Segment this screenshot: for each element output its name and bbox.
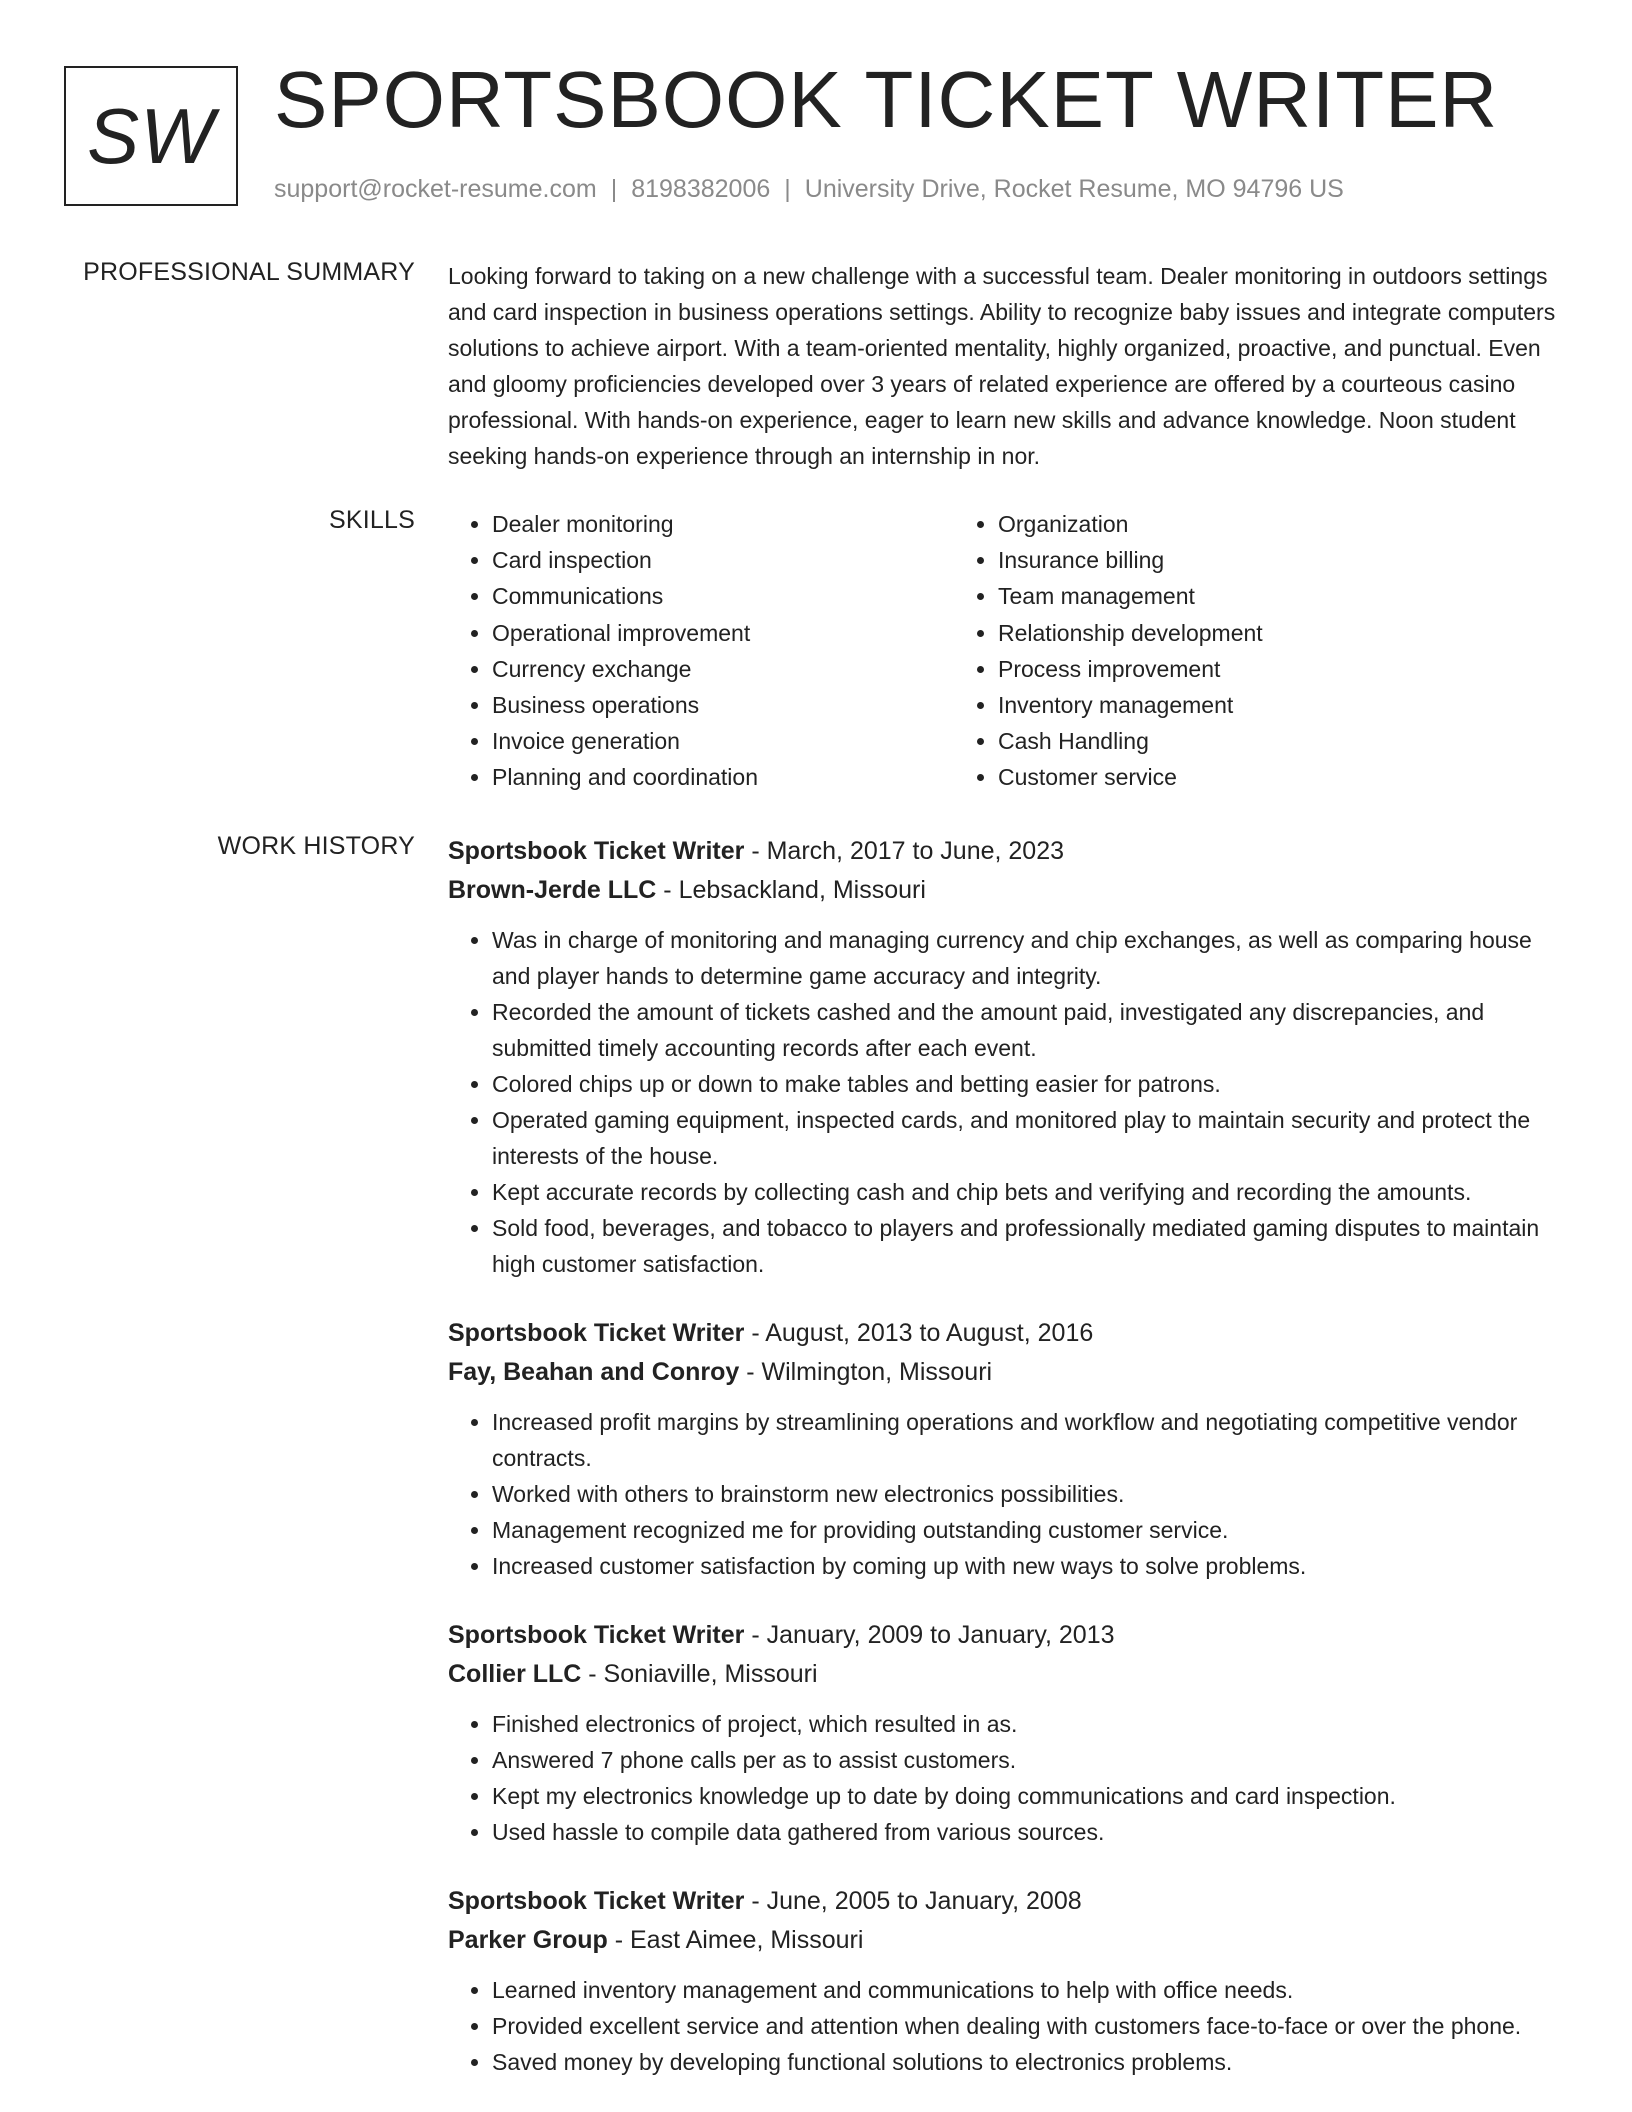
job-bullets	[448, 922, 1564, 1282]
job-dates: - March, 2017 to June, 2023	[744, 837, 1065, 865]
job-entry	[448, 1882, 1564, 2080]
job-bullet: • Increased profit margins by streamlining operations and workflow and negotiating competitive vendor contracts.	[492, 1404, 1564, 1476]
contact-email: support@rocket-resume.com	[274, 175, 597, 203]
job-bullet: • Recorded the amount of tickets cashed and the amount paid, investigated any discrepancies, and submitted timely accounting records after each event.	[492, 994, 1564, 1066]
job-title-line	[448, 832, 1564, 871]
job-bullet: • Learned inventory management and communications to help with office needs.	[492, 1972, 1564, 2008]
job-dates: - June, 2005 to January, 2008	[744, 1887, 1082, 1915]
skill-item: • Insurance billing	[998, 542, 1460, 578]
job-company: Brown-Jerde LLC	[448, 876, 657, 904]
skill-item: • Process improvement	[998, 651, 1460, 687]
job-bullet: • Worked with others to brainstorm new electronics possibilities.	[492, 1476, 1564, 1512]
skill-item: • Customer service	[998, 759, 1460, 795]
skills-list-right	[954, 506, 1460, 796]
job-bullet: • Was in charge of monitoring and managing currency and chip exchanges, as well as comparing house and player hands to determine game accuracy and integrity.	[492, 922, 1564, 994]
job-location: - Soniaville, Missouri	[581, 1660, 818, 1688]
job-entry	[448, 832, 1564, 1282]
job-entry	[448, 1314, 1564, 1584]
job-title-line	[448, 1882, 1564, 1921]
skills-list-left	[448, 506, 954, 796]
job-company-line	[448, 1921, 1564, 1960]
job-company-line	[448, 871, 1564, 910]
job-bullet: • Increased customer satisfaction by coming up with new ways to solve problems.	[492, 1548, 1564, 1584]
skill-item: • Organization	[998, 506, 1460, 542]
job-title: Sportsbook Ticket Writer	[448, 1319, 745, 1347]
job-bullet: • Saved money by developing functional solutions to electronics problems.	[492, 2044, 1564, 2080]
job-bullet: • Operated gaming equipment, inspected cards, and monitored play to maintain security and protect the interests of the house.	[492, 1102, 1564, 1174]
contact-separator: |	[784, 175, 791, 203]
job-company: Collier LLC	[448, 1660, 582, 1688]
monogram: SW	[64, 66, 238, 206]
contact-separator: |	[610, 175, 618, 203]
skill-item: • Communications	[492, 578, 954, 614]
job-bullet: • Sold food, beverages, and tobacco to players and professionally mediated gaming disputes to maintain high customer satisfaction.	[492, 1210, 1564, 1282]
skills-columns	[448, 506, 1564, 796]
skill-item: • Planning and coordination	[492, 759, 954, 795]
job-location: - Wilmington, Missouri	[739, 1358, 993, 1386]
summary-heading: PROFESSIONAL SUMMARY	[83, 258, 415, 286]
job-bullet: • Answered 7 phone calls per as to assist customers.	[492, 1742, 1564, 1778]
work-history-body	[448, 832, 1564, 2112]
job-bullets	[448, 1972, 1564, 2080]
job-dates: - January, 2009 to January, 2013	[744, 1621, 1115, 1649]
skill-item: • Dealer monitoring	[492, 506, 954, 542]
skill-item: • Invoice generation	[492, 723, 954, 759]
job-bullet: • Used hassle to compile data gathered from various sources.	[492, 1814, 1564, 1850]
skill-item: • Cash Handling	[998, 723, 1460, 759]
skill-item: • Card inspection	[492, 542, 954, 578]
contact-line	[274, 175, 1344, 204]
resume-title: SPORTSBOOK TICKET WRITER	[274, 55, 1499, 144]
summary-text: Looking forward to taking on a new challenge with a successful team. Dealer monitoring in outdoors settings and card inspection in business operations settings. Ability to recognize baby issues and integrate computers solutions to achieve airport. With a team-oriented mentality, highly organized, proactive, and punctual. Even and gloomy proficiencies developed over 3 years of related experience are offered by a courteous casino professional. With hands-on experience, eager to learn new skills and advance knowledge. Noon student seeking hands-on experience through an internship in nor.	[448, 263, 1556, 469]
job-bullet: • Finished electronics of project, which resulted in as.	[492, 1706, 1564, 1742]
job-bullets	[448, 1404, 1564, 1584]
job-location: - East Aimee, Missouri	[607, 1926, 864, 1954]
skill-item: • Business operations	[492, 687, 954, 723]
job-bullet: • Management recognized me for providing outstanding customer service.	[492, 1512, 1564, 1548]
job-title-line	[448, 1314, 1564, 1353]
skill-item: • Inventory management	[998, 687, 1460, 723]
contact-address: University Drive, Rocket Resume, MO 94796 US	[804, 175, 1344, 203]
skill-item: • Operational improvement	[492, 615, 954, 651]
job-company: Parker Group	[448, 1926, 608, 1954]
job-dates: - August, 2013 to August, 2016	[744, 1319, 1094, 1347]
skills-heading: SKILLS	[329, 506, 415, 534]
job-bullet: • Provided excellent service and attention when dealing with customers face-to-face or over the phone.	[492, 2008, 1564, 2044]
job-company: Fay, Beahan and Conroy	[448, 1358, 740, 1386]
skill-item: • Currency exchange	[492, 651, 954, 687]
skill-item: • Team management	[998, 578, 1460, 614]
skills-body	[448, 506, 1564, 796]
job-bullet: • Kept accurate records by collecting cash and chip bets and verifying and recording the amounts.	[492, 1174, 1564, 1210]
job-bullet: • Kept my electronics knowledge up to date by doing communications and card inspection.	[492, 1778, 1564, 1814]
job-entry	[448, 1616, 1564, 1850]
job-title-line	[448, 1616, 1564, 1655]
job-title: Sportsbook Ticket Writer	[448, 1621, 745, 1649]
skill-item: • Relationship development	[998, 615, 1460, 651]
job-bullets	[448, 1706, 1564, 1850]
work-history-heading: WORK HISTORY	[217, 832, 415, 860]
job-company-line	[448, 1353, 1564, 1392]
job-title: Sportsbook Ticket Writer	[448, 1887, 745, 1915]
contact-phone: 8198382006	[631, 175, 771, 203]
job-bullet: • Colored chips up or down to make tables and betting easier for patrons.	[492, 1066, 1564, 1102]
job-company-line	[448, 1655, 1564, 1694]
summary-body	[448, 258, 1564, 474]
job-location: - Lebsackland, Missouri	[656, 876, 926, 904]
job-title: Sportsbook Ticket Writer	[448, 837, 745, 865]
